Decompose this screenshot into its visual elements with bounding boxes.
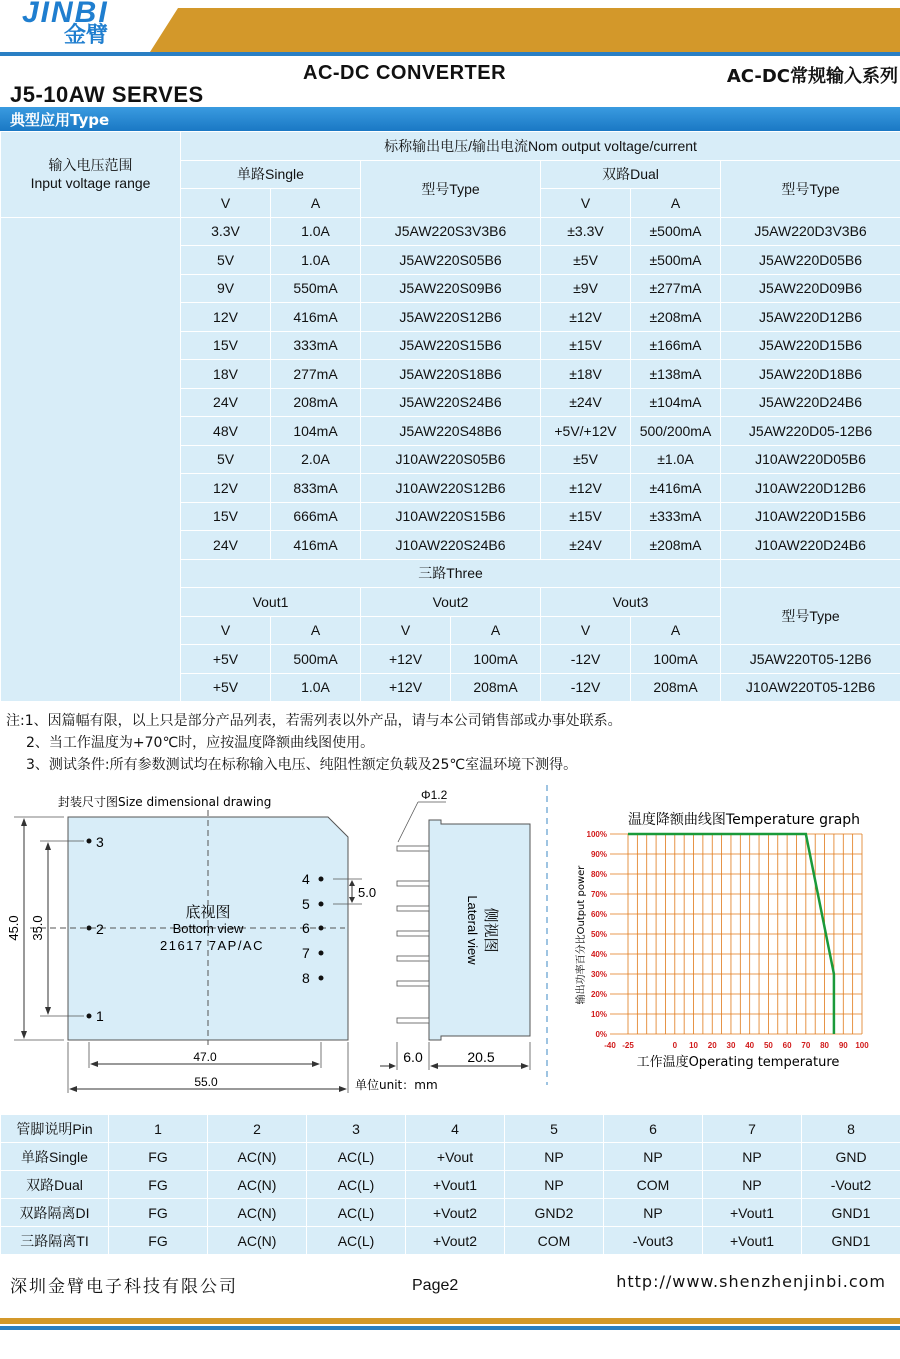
- spec-cell: ±1.0A: [631, 445, 721, 474]
- chart-y-ticks: [587, 830, 607, 1039]
- dual-a-header: A: [631, 189, 721, 218]
- pin-row: [1, 1143, 900, 1171]
- spec-cell: J5AW220S12B6: [361, 303, 541, 332]
- three-cell: +5V: [181, 673, 271, 702]
- pin-row-label: 双路隔离DI: [1, 1199, 109, 1227]
- pin-dot-4: [319, 877, 324, 882]
- spec-cell: ±3.3V: [541, 217, 631, 246]
- pin-row: [1, 1199, 900, 1227]
- drawing-area: [0, 780, 900, 1110]
- pin-cell: GND1: [802, 1227, 900, 1255]
- pin-cell: 1: [109, 1115, 208, 1143]
- spec-cell: ±24V: [541, 531, 631, 560]
- spec-cell: J5AW220S05B6: [361, 246, 541, 275]
- pin-dot-3: [87, 839, 92, 844]
- vout3-header: Vout3: [541, 588, 721, 617]
- spec-cell: J5AW220S09B6: [361, 274, 541, 303]
- title-en: AC-DC CONVERTER: [303, 62, 507, 84]
- x-tick-label: 90: [838, 1041, 848, 1050]
- pin-cell: NP: [703, 1143, 802, 1171]
- pin-dot-6: [319, 926, 324, 931]
- footer-gold-line: [0, 1318, 900, 1324]
- unit-label: 单位unit：mm: [355, 1078, 438, 1092]
- pin-cell: -Vout2: [802, 1171, 900, 1199]
- dim-35: 35.0: [30, 915, 45, 941]
- series-title: J5-10AW SERVES: [10, 82, 204, 107]
- dim-45: 45.0: [6, 915, 21, 941]
- pin-dot-8: [319, 976, 324, 981]
- x-tick-label: 70: [801, 1041, 811, 1050]
- spec-cell: J10AW220S12B6: [361, 474, 541, 503]
- spec-cell: ±208mA: [631, 531, 721, 560]
- pin-cell: NP: [505, 1143, 604, 1171]
- y-tick-label: 0%: [595, 1030, 607, 1039]
- y-tick-label: 30%: [590, 970, 607, 979]
- spec-cell: 9V: [181, 274, 271, 303]
- y-tick-label: 20%: [590, 990, 607, 999]
- vout2-header: Vout2: [361, 588, 541, 617]
- logo-cn: 金臂: [64, 23, 109, 48]
- pin-cell: NP: [604, 1199, 703, 1227]
- spec-cell: ±12V: [541, 474, 631, 503]
- pin-cell: +Vout2: [406, 1199, 505, 1227]
- y-tick-label: 100%: [586, 830, 607, 839]
- spec-cell: 1.0A: [271, 217, 361, 246]
- pin-label-4: 4: [302, 871, 310, 887]
- spec-cell: 12V: [181, 474, 271, 503]
- pin-cell: COM: [604, 1171, 703, 1199]
- dim-20-5: 20.5: [467, 1049, 495, 1065]
- three-model-header: 型号Type: [721, 588, 900, 645]
- spec-cell: J5AW220D24B6: [721, 388, 900, 417]
- pin-cell: GND: [802, 1143, 900, 1171]
- lateral-view-cn: 侧视图: [482, 907, 500, 953]
- pin-cell: AC(N): [208, 1199, 307, 1227]
- three-unit-header: V: [541, 616, 631, 645]
- pin-label-3: 3: [96, 834, 104, 850]
- three-cell: +12V: [361, 645, 451, 674]
- spec-cell: ±15V: [541, 331, 631, 360]
- pin-cell: +Vout1: [703, 1227, 802, 1255]
- spec-cell: J10AW220D24B6: [721, 531, 900, 560]
- spec-cell: J10AW220S15B6: [361, 502, 541, 531]
- spec-cell: J10AW220D12B6: [721, 474, 900, 503]
- pin-cell: AC(L): [307, 1199, 406, 1227]
- spec-cell: 48V: [181, 417, 271, 446]
- chart-x-ticks: [604, 1041, 869, 1050]
- spec-cell: 208mA: [271, 388, 361, 417]
- pin-cell: AC(L): [307, 1143, 406, 1171]
- spec-cell: 3.3V: [181, 217, 271, 246]
- logo-text: JINBI: [22, 0, 109, 29]
- spec-cell: 416mA: [271, 531, 361, 560]
- header-gold-bar: [150, 8, 900, 52]
- spec-cell: 500/200mA: [631, 417, 721, 446]
- dual-header: 双路Dual: [541, 160, 721, 189]
- three-cell: -12V: [541, 645, 631, 674]
- spec-cell: ±416mA: [631, 474, 721, 503]
- lateral-pins: [397, 846, 429, 1023]
- pin-dot-1: [87, 1014, 92, 1019]
- x-tick-label: 80: [820, 1041, 830, 1050]
- pin-cell: +Vout1: [406, 1171, 505, 1199]
- spec-cell: J5AW220S15B6: [361, 331, 541, 360]
- spec-cell: 277mA: [271, 360, 361, 389]
- three-cell: 100mA: [631, 645, 721, 674]
- pin-label-1: 1: [96, 1008, 104, 1024]
- title-cn: AC-DC常规输入系列: [726, 66, 898, 87]
- spec-cell: J5AW220D09B6: [721, 274, 900, 303]
- spec-cell: J5AW220S3V3B6: [361, 217, 541, 246]
- spec-cell: 18V: [181, 360, 271, 389]
- three-cell: -12V: [541, 673, 631, 702]
- pin-label-7: 7: [302, 945, 310, 961]
- pin-label-2: 2: [96, 921, 104, 937]
- input-range-value: [1, 217, 181, 702]
- pin-row-label: 单路Single: [1, 1143, 109, 1171]
- pin-row-label: 三路隔离TI: [1, 1227, 109, 1255]
- pin-cell: +Vout2: [406, 1227, 505, 1255]
- pin-cell: AC(L): [307, 1227, 406, 1255]
- spec-cell: ±208mA: [631, 303, 721, 332]
- pin-cell: FG: [109, 1171, 208, 1199]
- spec-cell: 1.0A: [271, 246, 361, 275]
- spec-cell: 5V: [181, 246, 271, 275]
- spec-cell: ±138mA: [631, 360, 721, 389]
- notes: [6, 710, 622, 776]
- three-unit-header: V: [181, 616, 271, 645]
- spec-cell: J5AW220D05-12B6: [721, 417, 900, 446]
- spec-cell: 24V: [181, 531, 271, 560]
- three-unit-header: A: [631, 616, 721, 645]
- three-cell: 500mA: [271, 645, 361, 674]
- x-tick-label: 10: [689, 1041, 698, 1050]
- pin-cell: AC(N): [208, 1143, 307, 1171]
- chart-title: 温度降额曲线图Temperature graph: [627, 812, 861, 828]
- footer-url: http://www.shenzhenjinbi.com: [616, 1272, 886, 1291]
- three-cell: +12V: [361, 673, 451, 702]
- spec-cell: J5AW220D15B6: [721, 331, 900, 360]
- spec-cell: J10AW220S24B6: [361, 531, 541, 560]
- single-v-header: V: [181, 189, 271, 218]
- x-tick-label: 20: [707, 1041, 717, 1050]
- x-tick-label: 0: [672, 1041, 678, 1050]
- pin-dot-2: [87, 926, 92, 931]
- pin-cell: +Vout1: [703, 1199, 802, 1227]
- spec-cell: ±18V: [541, 360, 631, 389]
- spec-cell: ±277mA: [631, 274, 721, 303]
- pin-row: [1, 1115, 900, 1143]
- three-header: 三路Three: [181, 559, 721, 588]
- page-header: [0, 0, 900, 110]
- spec-cell: ±500mA: [631, 246, 721, 275]
- spec-cell: J10AW220S05B6: [361, 445, 541, 474]
- x-tick-label: 60: [782, 1041, 792, 1050]
- pin-dot-7: [319, 951, 324, 956]
- pin-row: [1, 1171, 900, 1199]
- pin-cell: NP: [703, 1171, 802, 1199]
- pin-cell: AC(N): [208, 1227, 307, 1255]
- spec-cell: 5V: [181, 445, 271, 474]
- pin-cell: 4: [406, 1115, 505, 1143]
- x-tick-label: 30: [726, 1041, 736, 1050]
- bottom-view-en: Bottom view: [172, 921, 244, 936]
- x-tick-label: -25: [622, 1041, 634, 1050]
- pin-cell: FG: [109, 1199, 208, 1227]
- pin-dot-5: [319, 902, 324, 907]
- spec-table: [0, 131, 900, 702]
- pin-cell: AC(L): [307, 1171, 406, 1199]
- spec-cell: 24V: [181, 388, 271, 417]
- dim-6: 6.0: [403, 1049, 423, 1065]
- pin-cell: +Vout: [406, 1143, 505, 1171]
- pin-cell: 8: [802, 1115, 900, 1143]
- pin-cell: 7: [703, 1115, 802, 1143]
- dim-5: 5.0: [358, 885, 377, 900]
- input-range-cn: 输入电压范围: [48, 157, 133, 174]
- pin-cell: AC(N): [208, 1171, 307, 1199]
- spec-cell: ±104mA: [631, 388, 721, 417]
- y-tick-label: 90%: [590, 850, 607, 859]
- three-cell: +5V: [181, 645, 271, 674]
- y-tick-label: 40%: [590, 950, 607, 959]
- pin-row-label: 双路Dual: [1, 1171, 109, 1199]
- three-unit-header: A: [271, 616, 361, 645]
- spec-cell: J5AW220D05B6: [721, 246, 900, 275]
- pin-cell: FG: [109, 1143, 208, 1171]
- chart-grid: [610, 834, 862, 1034]
- y-tick-label: 70%: [590, 890, 607, 899]
- pin-cell: 2: [208, 1115, 307, 1143]
- spec-cell: J5AW220S24B6: [361, 388, 541, 417]
- pin-row-label: 管脚说明Pin: [1, 1115, 109, 1143]
- three-cell: 208mA: [451, 673, 541, 702]
- dim-phi: Φ1.2: [421, 788, 448, 802]
- spec-cell: J5AW220D18B6: [721, 360, 900, 389]
- spec-cell: J10AW220D15B6: [721, 502, 900, 531]
- three-unit-header: V: [361, 616, 451, 645]
- pin-cell: NP: [505, 1171, 604, 1199]
- spec-cell: 833mA: [271, 474, 361, 503]
- x-tick-label: 50: [763, 1041, 773, 1050]
- spec-cell: J5AW220D3V3B6: [721, 217, 900, 246]
- spec-cell: 416mA: [271, 303, 361, 332]
- chart-ylabel: 输出功率百分比Output power: [576, 865, 587, 1005]
- chart-xlabel: 工作温度Operating temperature: [636, 1055, 840, 1070]
- three-cell: 208mA: [631, 673, 721, 702]
- three-blank: [721, 559, 900, 588]
- pin-cell: NP: [604, 1143, 703, 1171]
- spec-cell: 2.0A: [271, 445, 361, 474]
- spec-cell: 15V: [181, 331, 271, 360]
- spec-cell: 104mA: [271, 417, 361, 446]
- x-tick-label: -40: [604, 1041, 616, 1050]
- spec-cell: J5AW220S48B6: [361, 417, 541, 446]
- spec-cell: J10AW220D05B6: [721, 445, 900, 474]
- note-1: 注:1、因篇幅有限，以上只是部分产品列表，若需列表以外产品，请与本公司销售部或办事处联系。: [6, 713, 622, 729]
- input-range-header: [1, 132, 181, 218]
- single-model-header: 型号Type: [361, 160, 541, 217]
- pin-label-6: 6: [302, 920, 310, 936]
- x-tick-label: 100: [855, 1041, 869, 1050]
- three-cell: 100mA: [451, 645, 541, 674]
- dim-55: 55.0: [194, 1075, 218, 1089]
- spec-cell: 550mA: [271, 274, 361, 303]
- spec-cell: ±12V: [541, 303, 631, 332]
- pin-cell: FG: [109, 1227, 208, 1255]
- y-tick-label: 10%: [590, 1010, 607, 1019]
- y-tick-label: 60%: [590, 910, 607, 919]
- pin-cell: GND1: [802, 1199, 900, 1227]
- y-tick-label: 50%: [590, 930, 607, 939]
- spec-cell: 333mA: [271, 331, 361, 360]
- pin-cell: 3: [307, 1115, 406, 1143]
- x-tick-label: 40: [745, 1041, 755, 1050]
- pin-cell: -Vout3: [604, 1227, 703, 1255]
- spec-cell: J5AW220D12B6: [721, 303, 900, 332]
- single-header: 单路Single: [181, 160, 361, 189]
- lateral-view-en: Lateral view: [465, 895, 480, 965]
- company-logo: [8, 0, 158, 46]
- spec-cell: 12V: [181, 303, 271, 332]
- header-blue-line: [0, 52, 900, 56]
- note-3: 3、测试条件:所有参数测试均在标称输入电压、纯阻性额定负载及25℃室温环境下测得。: [26, 757, 578, 773]
- y-tick-label: 80%: [590, 870, 607, 879]
- pin-cell: GND2: [505, 1199, 604, 1227]
- dim-47: 47.0: [193, 1050, 217, 1064]
- spec-cell: ±15V: [541, 502, 631, 531]
- pin-row: [1, 1227, 900, 1255]
- spec-cell: ±166mA: [631, 331, 721, 360]
- spec-cell: 15V: [181, 502, 271, 531]
- footer-page: Page2: [412, 1277, 459, 1294]
- part-number: 21617 7AP/AC: [159, 938, 265, 953]
- bottom-view-cn: 底视图: [185, 903, 231, 921]
- three-cell: 1.0A: [271, 673, 361, 702]
- spec-cell: ±500mA: [631, 217, 721, 246]
- pin-label-8: 8: [302, 970, 310, 986]
- spec-cell: ±333mA: [631, 502, 721, 531]
- three-cell: J10AW220T05-12B6: [721, 673, 900, 702]
- dim-title: 封装尺寸图Size dimensional drawing: [58, 795, 272, 809]
- spec-cell: ±5V: [541, 445, 631, 474]
- dual-v-header: V: [541, 189, 631, 218]
- spec-cell: J5AW220S18B6: [361, 360, 541, 389]
- vout1-header: Vout1: [181, 588, 361, 617]
- spec-cell: ±5V: [541, 246, 631, 275]
- footer-blue-line: [0, 1326, 900, 1330]
- spec-cell: 666mA: [271, 502, 361, 531]
- three-unit-header: A: [451, 616, 541, 645]
- spec-cell: +5V/+12V: [541, 417, 631, 446]
- three-cell: J5AW220T05-12B6: [721, 645, 900, 674]
- spec-cell: ±24V: [541, 388, 631, 417]
- pin-cell: COM: [505, 1227, 604, 1255]
- spec-cell: ±9V: [541, 274, 631, 303]
- nom-output-header: 标称输出电压/输出电流Nom output voltage/current: [181, 132, 900, 161]
- single-a-header: A: [271, 189, 361, 218]
- pin-label-5: 5: [302, 896, 310, 912]
- dual-model-header: 型号Type: [721, 160, 900, 217]
- footer-company: 深圳金臂电子科技有限公司: [10, 1277, 238, 1297]
- pin-cell: 5: [505, 1115, 604, 1143]
- pin-table: [0, 1114, 900, 1255]
- pin-cell: 6: [604, 1115, 703, 1143]
- input-range-en: Input voltage range: [30, 175, 151, 192]
- note-2: 2、当工作温度为+70℃时，应按温度降额曲线图使用。: [26, 735, 375, 751]
- section-bar: 典型应用Type: [0, 107, 900, 131]
